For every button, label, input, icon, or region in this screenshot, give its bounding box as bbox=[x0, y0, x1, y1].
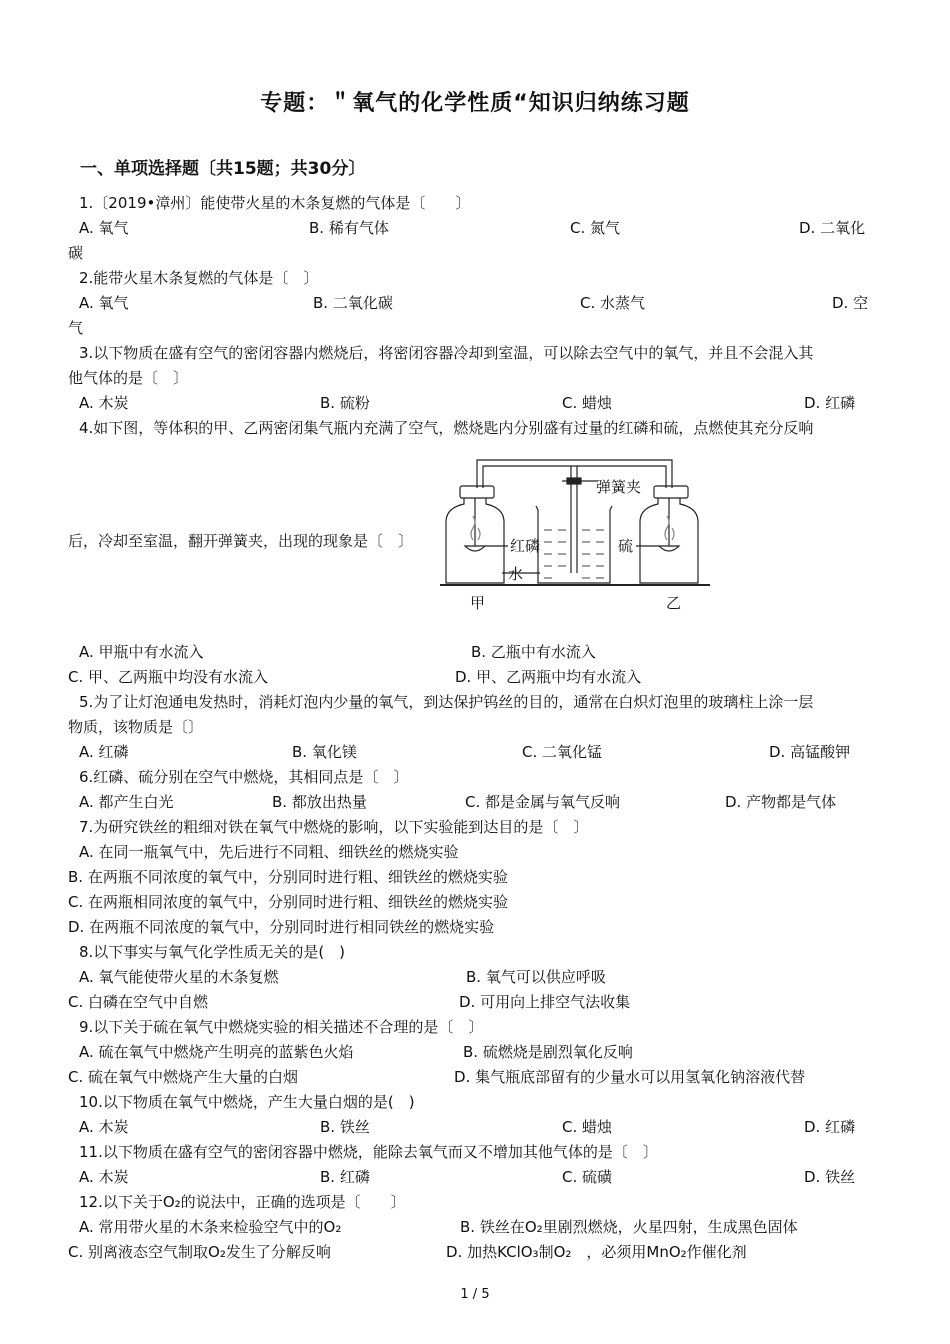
question-1-stem: 1.〔2019•漳州〕能使带火星的木条复燃的气体是〔 〕 bbox=[79, 194, 471, 212]
q6-option-d: D. 产物都是气体 bbox=[725, 793, 837, 811]
q3-option-b: B. 硫粉 bbox=[320, 394, 370, 412]
question-12-stem: 12.以下关于O₂的说法中，正确的选项是〔 〕 bbox=[79, 1193, 406, 1211]
q8-option-c: C. 白磷在空气中自燃 bbox=[68, 993, 209, 1011]
q8-option-d: D. 可用向上排空气法收集 bbox=[459, 993, 631, 1011]
question-5-stem: 5.为了让灯泡通电发热时，消耗灯泡内少量的氧气，到达保护钨丝的目的，通常在白炽灯泡里的玻璃柱上涂一层 bbox=[79, 693, 814, 711]
label-red-phosphorus: 红磷 bbox=[510, 537, 541, 555]
q1-option-b: B. 稀有气体 bbox=[309, 219, 389, 237]
question-11-stem: 11.以下物质在盛有空气的密闭容器中燃烧，能除去氧气而又不增加其他气体的是〔 〕 bbox=[79, 1143, 658, 1161]
q1-option-c: C. 氮气 bbox=[570, 219, 621, 237]
q7-option-c: C. 在两瓶相同浓度的氧气中，分别同时进行粗、细铁丝的燃烧实验 bbox=[68, 893, 509, 911]
q11-option-b: B. 红磷 bbox=[320, 1168, 370, 1186]
section-heading: 一、单项选择题〔共15题；共30分〕 bbox=[80, 159, 366, 179]
q2-option-b: B. 二氧化碳 bbox=[313, 294, 393, 312]
q4-option-a: A. 甲瓶中有水流入 bbox=[79, 643, 204, 661]
q6-option-c: C. 都是金属与氧气反响 bbox=[465, 793, 621, 811]
q9-option-a: A. 硫在氧气中燃烧产生明亮的蓝紫色火焰 bbox=[79, 1043, 354, 1061]
q7-option-b: B. 在两瓶不同浓度的氧气中，分别同时进行粗、细铁丝的燃烧实验 bbox=[68, 868, 508, 886]
spoon-jia bbox=[465, 546, 485, 551]
q2-option-d-wrap: 气 bbox=[68, 319, 84, 337]
question-9-stem: 9.以下关于硫在氧气中燃烧实验的相关描述不合理的是〔 〕 bbox=[79, 1018, 484, 1036]
water-dashes bbox=[544, 530, 604, 578]
q11-option-d: D. 铁丝 bbox=[804, 1168, 856, 1186]
q10-option-d: D. 红磷 bbox=[804, 1118, 856, 1136]
question-3-stem: 3.以下物质在盛有空气的密闭容器内燃烧后，将密闭容器冷却到室温，可以除去空气中的氧气，并且不会混入其 bbox=[79, 344, 814, 362]
q2-option-d: D. 空 bbox=[832, 294, 869, 312]
q12-option-c: C. 别离液态空气制取O₂发生了分解反响 bbox=[68, 1243, 331, 1261]
q6-option-b: B. 都放出热量 bbox=[272, 793, 367, 811]
q2-option-a: A. 氧气 bbox=[79, 294, 129, 312]
q4-option-b: B. 乙瓶中有水流入 bbox=[471, 643, 596, 661]
q3-option-a: A. 木炭 bbox=[79, 394, 129, 412]
label-yi: 乙 bbox=[666, 594, 682, 612]
q1-option-a: A. 氧气 bbox=[79, 219, 129, 237]
q10-option-b: B. 铁丝 bbox=[320, 1118, 370, 1136]
q3-option-d: D. 红磷 bbox=[804, 394, 856, 412]
label-jia: 甲 bbox=[470, 594, 486, 612]
question-10-stem: 10.以下物质在氧气中燃烧，产生大量白烟的是( ) bbox=[79, 1093, 415, 1111]
q8-option-b: B. 氧气可以供应呼吸 bbox=[466, 968, 606, 986]
question-5-stem-cont: 物质，该物质是〔〕 bbox=[68, 718, 204, 736]
beaker bbox=[536, 506, 612, 583]
q5-option-a: A. 红磷 bbox=[79, 743, 129, 761]
q1-option-d-wrap: 碳 bbox=[68, 244, 84, 262]
q9-option-c: C. 硫在氧气中燃烧产生大量的白烟 bbox=[68, 1068, 299, 1086]
q9-option-b: B. 硫燃烧是剧烈氧化反响 bbox=[463, 1043, 633, 1061]
q10-option-c: C. 蜡烛 bbox=[562, 1118, 613, 1136]
question-6-stem: 6.红磷、硫分别在空气中燃烧，其相同点是〔 〕 bbox=[79, 768, 409, 786]
q1-option-d: D. 二氧化 bbox=[799, 219, 866, 237]
label-water: 水 bbox=[508, 565, 524, 583]
bottle-yi-stopper bbox=[654, 486, 688, 498]
q7-option-a: A. 在同一瓶氧气中，先后进行不同粗、细铁丝的燃烧实验 bbox=[79, 843, 459, 861]
q12-option-d: D. 加热KClO₃制O₂ ，必须用MnO₂作催化剂 bbox=[446, 1243, 747, 1261]
q8-option-a: A. 氧气能使带火星的木条复燃 bbox=[79, 968, 279, 986]
q3-option-c: C. 蜡烛 bbox=[562, 394, 613, 412]
q12-option-b: B. 铁丝在O₂里剧烈燃烧，火星四射，生成黑色固体 bbox=[460, 1218, 798, 1236]
question-4-stem-cont: 后，冷却至室温，翻开弹簧夹，出现的现象是〔 〕 bbox=[68, 532, 414, 550]
q6-option-a: A. 都产生白光 bbox=[79, 793, 174, 811]
label-sulfur: 硫 bbox=[618, 537, 634, 555]
question-7-stem: 7.为研究铁丝的粗细对铁在氧气中燃烧的影响，以下实验能到达目的是〔 〕 bbox=[79, 818, 589, 836]
q11-option-a: A. 木炭 bbox=[79, 1168, 129, 1186]
q9-option-d: D. 集气瓶底部留有的少量水可以用氢氧化钠溶液代替 bbox=[454, 1068, 806, 1086]
question-3-stem-cont: 他气体的是〔 〕 bbox=[68, 369, 189, 387]
question-8-stem: 8.以下事实与氧气化学性质无关的是( ) bbox=[79, 943, 346, 961]
experiment-diagram bbox=[440, 448, 710, 618]
q5-option-c: C. 二氧化锰 bbox=[522, 743, 603, 761]
page-number: 1 / 5 bbox=[460, 1287, 490, 1302]
q10-option-a: A. 木炭 bbox=[79, 1118, 129, 1136]
q5-option-b: B. 氧化镁 bbox=[292, 743, 357, 761]
q2-option-c: C. 水蒸气 bbox=[580, 294, 646, 312]
q4-option-c: C. 甲、乙两瓶中均没有水流入 bbox=[68, 668, 269, 686]
label-clamp: 弹簧夹 bbox=[596, 478, 642, 496]
page-title: 专题：＂氧气的化学性质“知识归纳练习题 bbox=[260, 91, 690, 116]
question-4-stem: 4.如下图，等体积的甲、乙两密闭集气瓶内充满了空气，燃烧匙内分别盛有过量的红磷和硫，点燃使其充分反响 bbox=[79, 419, 814, 437]
spoon-yi bbox=[659, 546, 679, 551]
q4-option-d: D. 甲、乙两瓶中均有水流入 bbox=[455, 668, 642, 686]
q12-option-a: A. 常用带火星的木条来检验空气中的O₂ bbox=[79, 1218, 342, 1236]
q5-option-d: D. 高锰酸钾 bbox=[769, 743, 851, 761]
question-2-stem: 2.能带火星木条复燃的气体是〔 〕 bbox=[79, 269, 319, 287]
q11-option-c: C. 硫磺 bbox=[562, 1168, 613, 1186]
q7-option-d: D. 在两瓶不同浓度的氧气中，分别同时进行相同铁丝的燃烧实验 bbox=[68, 918, 495, 936]
